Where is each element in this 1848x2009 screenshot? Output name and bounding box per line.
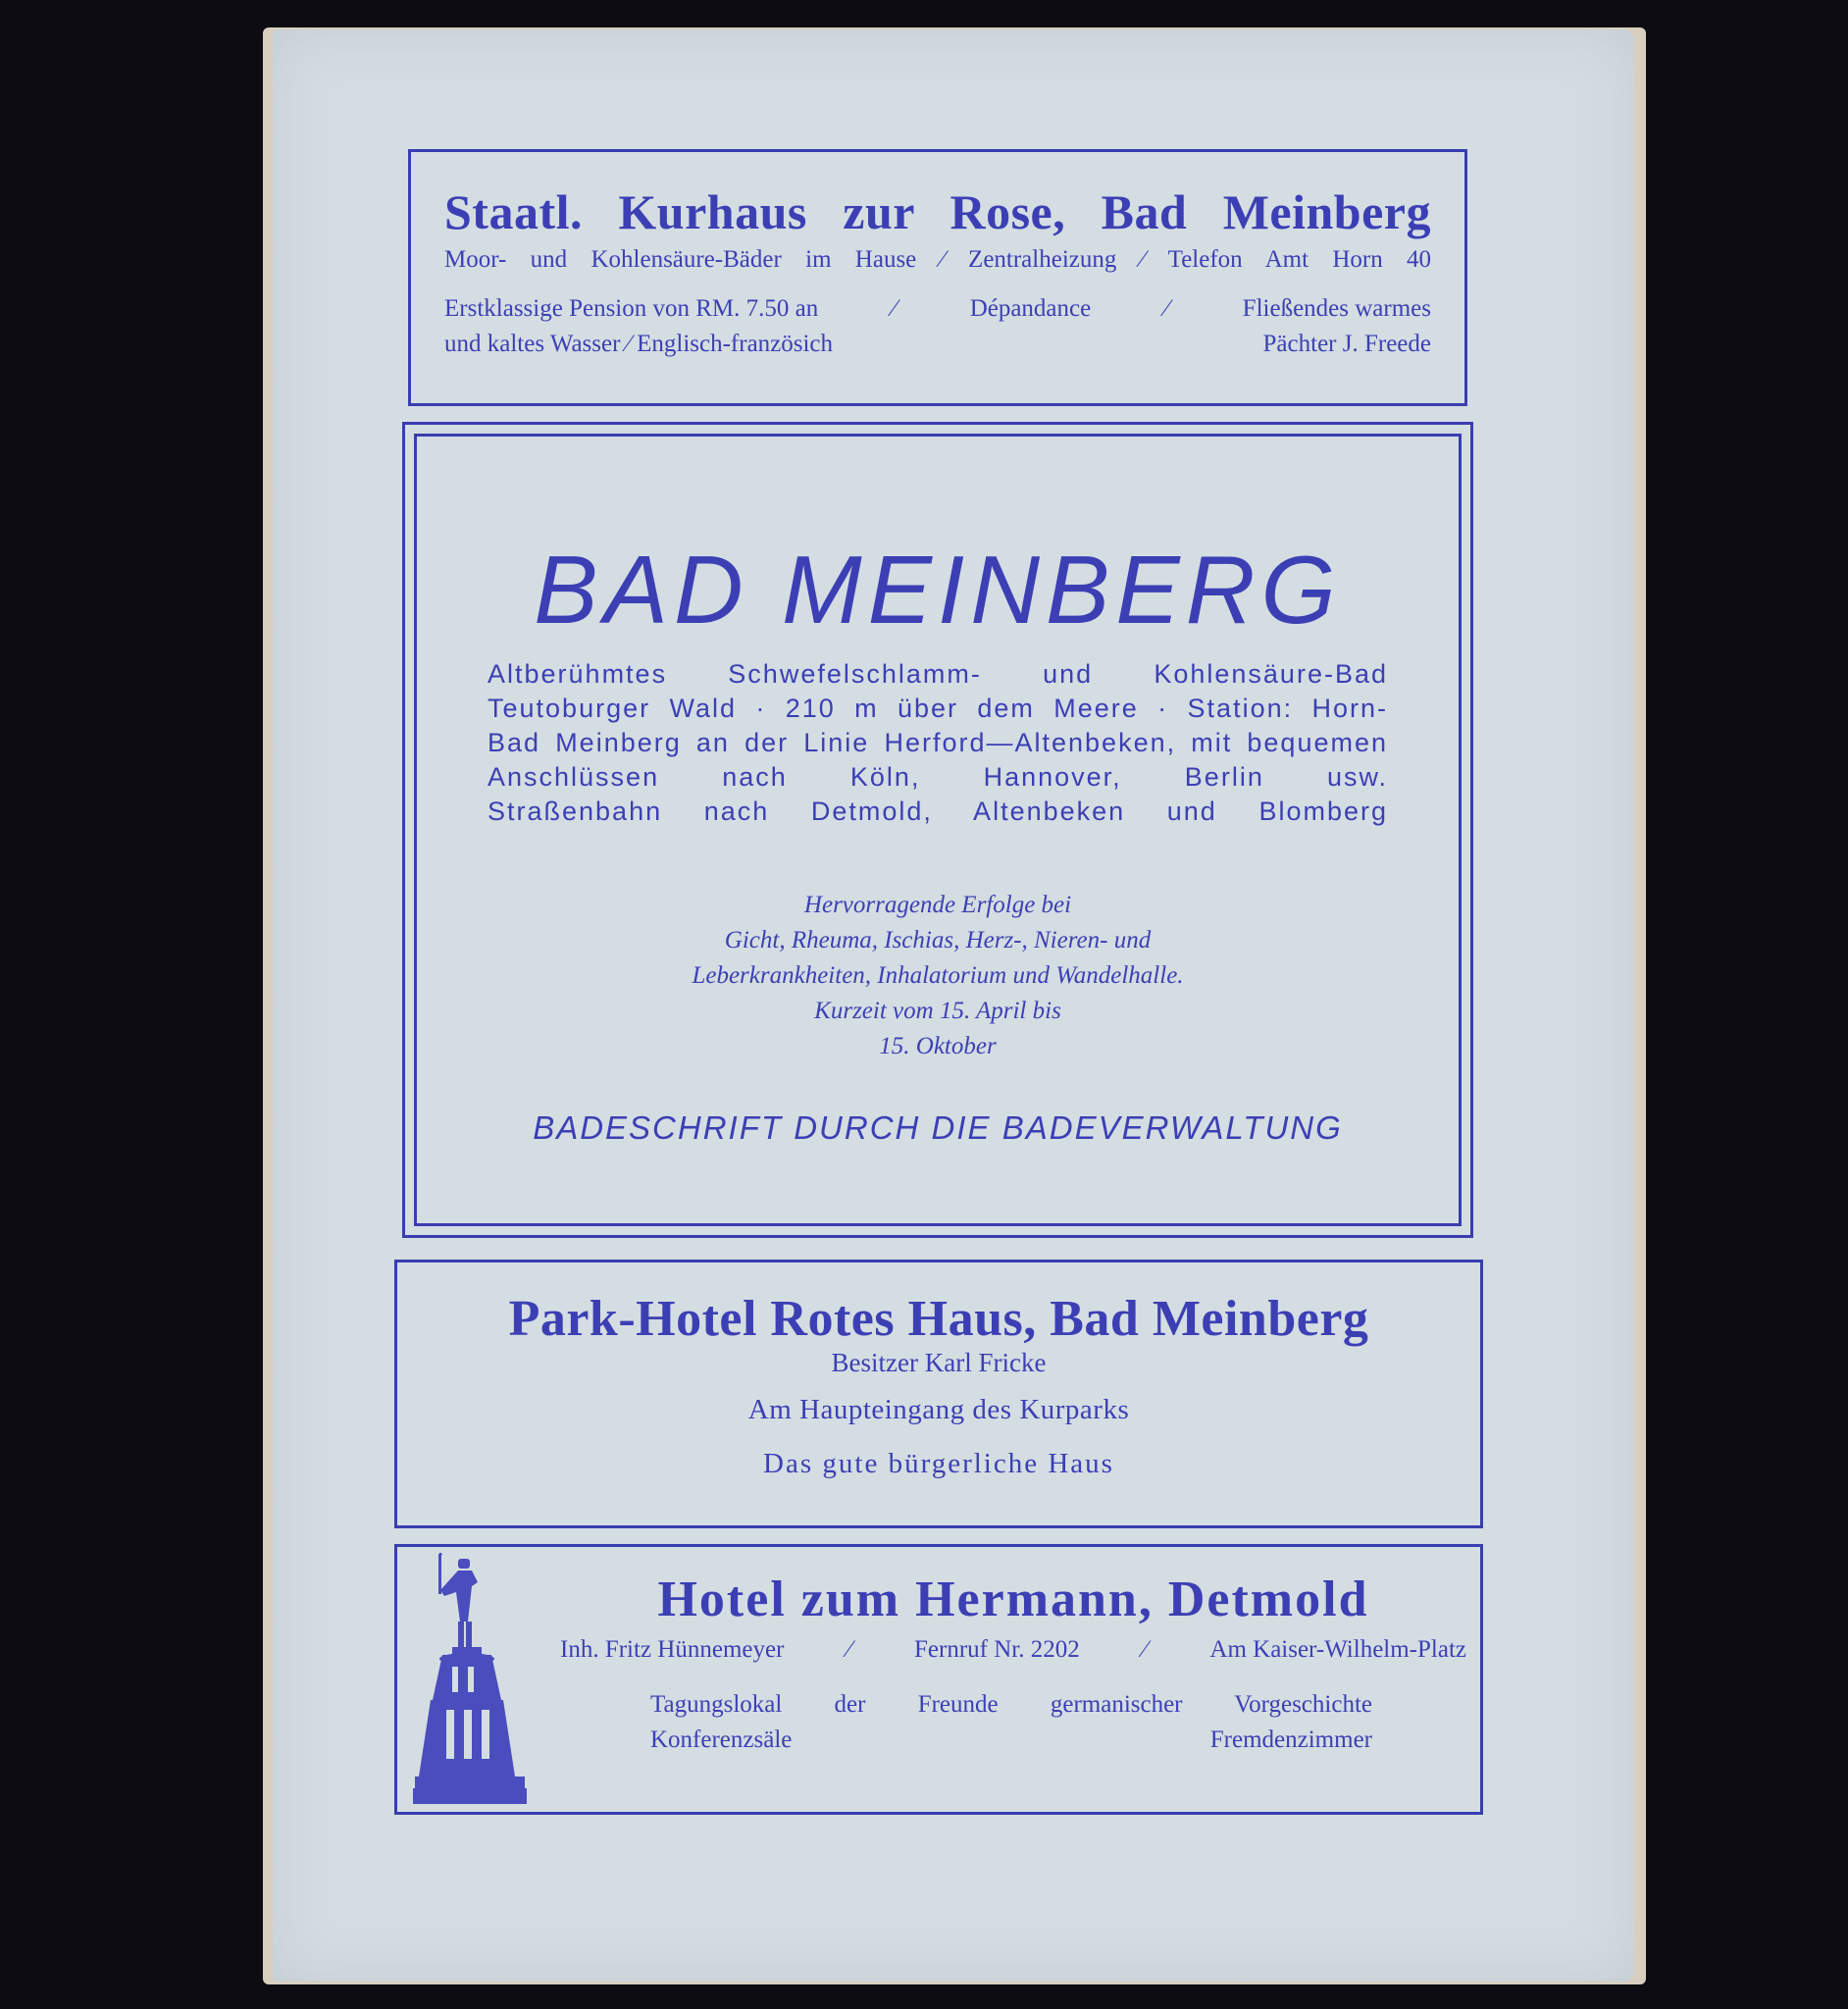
ad-hermann-rooms-row: [650, 1726, 1372, 1754]
separator: ⁄: [892, 295, 897, 322]
dependance: Dépandance: [969, 295, 1092, 322]
guest-rooms: Fremdenzimmer: [1209, 1726, 1372, 1753]
description-line: Anschlüssen nach Köln, Hannover, Berlin usw.: [488, 762, 1388, 792]
ad-kurhaus-amenities: Moor- und Kohlensäure-Bäder im Hause ⁄ Zentralheizung ⁄ Telefon Amt Horn 40: [444, 246, 1431, 273]
ad-bad-meinberg-description: [488, 657, 1388, 829]
description-line: Bad Meinberg an der Linie Herford—Altenbeken, mit bequemen: [488, 728, 1388, 757]
address: Am Kaiser-Wilhelm-Platz: [1209, 1636, 1466, 1663]
ad-bad-meinberg-inner-frame: [414, 434, 1462, 1226]
description-line: Teutoburger Wald · 210 m über dem Meere · Station: Horn-: [488, 694, 1388, 723]
ad-kurhaus-water-row: [444, 331, 1431, 358]
description-line: Straßenbahn nach Detmold, Altenbeken und Blomberg: [488, 797, 1388, 826]
separator: ⁄: [1142, 1636, 1148, 1663]
conference-rooms: Konferenzsäle: [650, 1726, 793, 1753]
languages: und kaltes Wasser ⁄ Englisch-französich: [444, 331, 834, 357]
ad-park-hotel-location: Am Haupteingang des Kurparks: [747, 1394, 1130, 1425]
ad-park-hotel-owner: Besitzer Karl Fricke: [831, 1348, 1047, 1377]
ad-bad-meinberg-title: BAD MEINBERG: [534, 536, 1342, 644]
ad-park-hotel-slogan: Das gute bürgerliche Haus: [763, 1448, 1114, 1479]
ad-kurhaus-title: Staatl. Kurhaus zur Rose, Bad Meinberg: [444, 184, 1431, 239]
ad-hotel-zum-hermann: [394, 1544, 1483, 1815]
ad-hermann-title: Hotel zum Hermann, Detmold: [657, 1571, 1369, 1627]
pension-price: Erstklassige Pension von RM. 7.50 an: [444, 295, 819, 322]
treatment-line: Leberkrankheiten, Inhalatorium und Wandelhalle.: [692, 962, 1184, 989]
treatment-line: Gicht, Rheuma, Ischias, Herz-, Nieren- und: [724, 927, 1152, 953]
treatment-line: 15. Oktober: [879, 1033, 997, 1059]
treatment-line: Hervorragende Erfolge bei: [803, 892, 1072, 918]
ad-bad-meinberg: [402, 422, 1473, 1238]
treatment-line: Kurzeit vom 15. April bis: [814, 998, 1061, 1024]
description-line: Altberühmtes Schwefelschlamm- und Kohlensäure-Bad: [488, 659, 1388, 689]
hermann-monument-icon: [413, 1553, 531, 1810]
ad-hermann-meeting-place: Tagungslokal der Freunde germanischer Vorgeschichte: [650, 1691, 1372, 1718]
ad-bad-meinberg-footer: BADESCHRIFT DURCH DIE BADEVERWALTUNG: [533, 1109, 1343, 1146]
tenant: Pächter J. Freede: [1262, 331, 1431, 357]
ad-hermann-info: [560, 1636, 1466, 1664]
running-water: Fließendes warmes: [1242, 295, 1431, 322]
ad-bad-meinberg-treatments: [417, 888, 1459, 1064]
ad-kurhaus-pension-row: [444, 295, 1431, 323]
ad-park-hotel-rotes-haus: [394, 1260, 1483, 1528]
proprietor: Inh. Fritz Hünnemeyer: [560, 1636, 785, 1663]
ad-hotel-zum-hermann-text: [546, 1547, 1480, 1812]
ad-park-hotel-title: Park-Hotel Rotes Haus, Bad Meinberg: [508, 1291, 1369, 1347]
separator: ⁄: [1164, 295, 1169, 322]
phone: Fernruf Nr. 2202: [914, 1636, 1080, 1663]
separator: ⁄: [847, 1636, 851, 1663]
ad-kurhaus-zur-rose: [408, 149, 1467, 406]
